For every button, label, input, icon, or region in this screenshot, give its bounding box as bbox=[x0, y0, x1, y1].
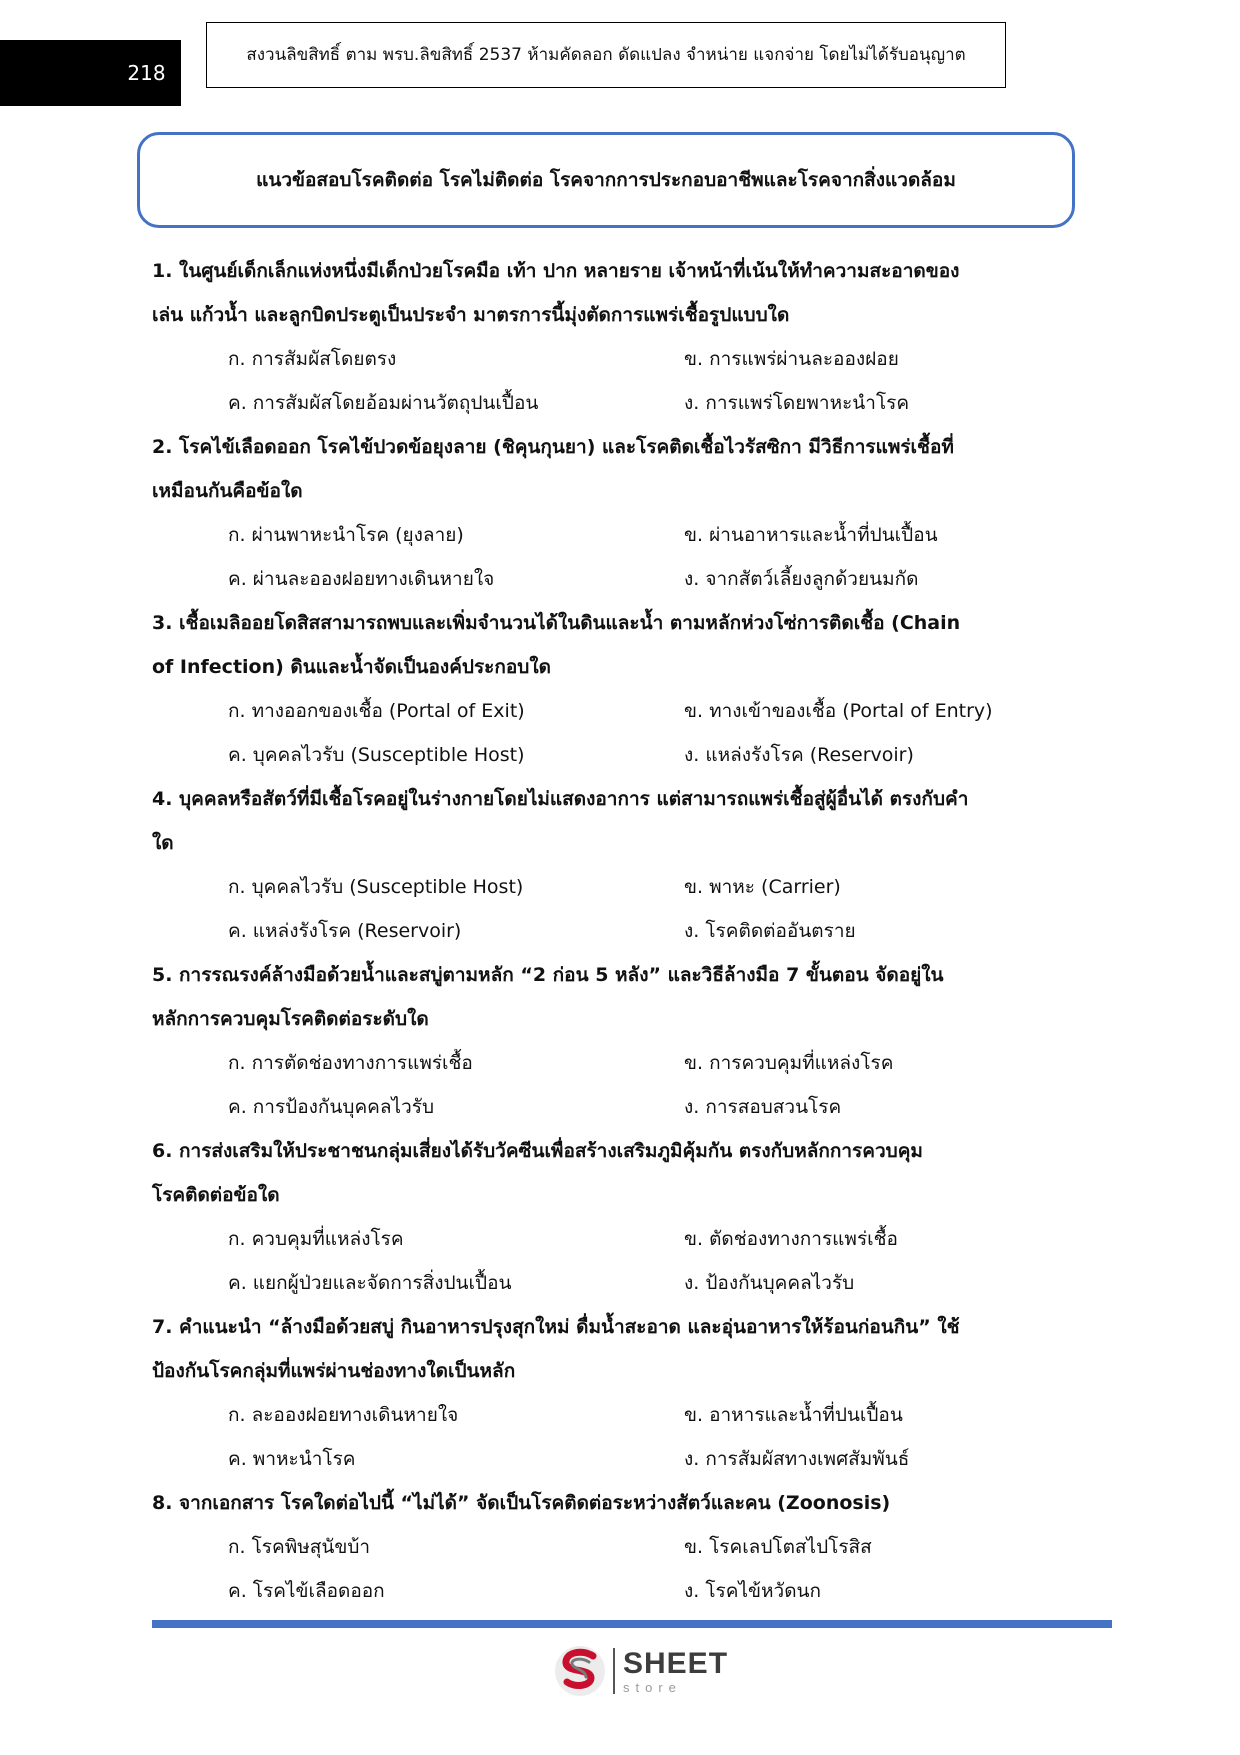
question-text-line: ใด bbox=[152, 832, 174, 854]
answer-choice: ค. ผ่านละอองฝอยทางเดินหายใจ bbox=[228, 568, 495, 590]
question-text-line: 2. โรคไข้เลือดออก โรคไข้ปวดข้อยุงลาย (ชิคุนกุนยา) และโรคติดเชื้อไวรัสซิกา มีวิธีการแพร่เชื้อที่ bbox=[152, 436, 954, 458]
answer-choice: ค. แยกผู้ป่วยและจัดการสิ่งปนเปื้อน bbox=[228, 1272, 512, 1294]
answer-choice: ก. ละอองฝอยทางเดินหายใจ bbox=[228, 1404, 459, 1426]
question-text-line: ป้องกันโรคกลุ่มที่แพร่ผ่านช่องทางใดเป็นหลัก bbox=[152, 1360, 516, 1382]
answer-choice: ก. การตัดช่องทางการแพร่เชื้อ bbox=[228, 1052, 473, 1074]
footer-divider bbox=[152, 1620, 1112, 1628]
question-text-line: เล่น แก้วน้ำ และลูกบิดประตูเป็นประจำ มาตรการนี้มุ่งตัดการแพร่เชื้อรูปแบบใด bbox=[152, 304, 790, 326]
question-text-line: หลักการควบคุมโรคติดต่อระดับใด bbox=[152, 1008, 429, 1030]
answer-choice: ค. บุคคลไวรับ (Susceptible Host) bbox=[228, 744, 525, 766]
question-text-line: 4. บุคคลหรือสัตว์ที่มีเชื้อโรคอยู่ในร่างกายโดยไม่แสดงอาการ แต่สามารถแพร่เชื้อสู่ผู้อื่นได้ ตรงกับคำ bbox=[152, 788, 969, 810]
answer-choice: ง. จากสัตว์เลี้ยงลูกด้วยนมกัด bbox=[684, 568, 919, 590]
answer-choice: ค. การป้องกันบุคคลไวรับ bbox=[228, 1096, 435, 1118]
question-block bbox=[152, 425, 1072, 601]
answer-choice: ง. การสัมผัสทางเพศสัมพันธ์ bbox=[684, 1448, 910, 1470]
question-text-line: เหมือนกันคือข้อใด bbox=[152, 480, 303, 502]
logo-divider bbox=[613, 1648, 615, 1694]
question-block bbox=[152, 601, 1072, 777]
answer-choice: ง. การสอบสวนโรค bbox=[684, 1096, 842, 1118]
logo-text bbox=[623, 1646, 729, 1695]
answer-choice: ข. ตัดช่องทางการแพร่เชื้อ bbox=[684, 1228, 898, 1250]
logo-subtitle: store bbox=[623, 1679, 682, 1695]
answer-choice: ก. โรคพิษสุนัขบ้า bbox=[228, 1536, 371, 1558]
answer-choice: ค. แหล่งรังโรค (Reservoir) bbox=[228, 920, 462, 942]
answer-choice: ก. ผ่านพาหะนำโรค (ยุงลาย) bbox=[228, 524, 464, 546]
answer-choices bbox=[152, 1217, 1072, 1305]
answer-choice: ข. การแพร่ผ่านละอองฝอย bbox=[684, 348, 899, 370]
answer-choice: ค. การสัมผัสโดยอ้อมผ่านวัตถุปนเปื้อน bbox=[228, 392, 539, 414]
answer-choice: ค. พาหะนำโรค bbox=[228, 1448, 356, 1470]
copyright-notice: สงวนลิขสิทธิ์ ตาม พรบ.ลิขสิทธิ์ 2537 ห้ามคัดลอก ดัดแปลง จำหน่าย แจกจ่าย โดยไม่ได้รับอนุญาต bbox=[206, 22, 1006, 88]
answer-choices bbox=[152, 337, 1072, 425]
answer-choices bbox=[152, 513, 1072, 601]
answer-choice: ก. ควบคุมที่แหล่งโรค bbox=[228, 1228, 404, 1250]
answer-choice: ก. การสัมผัสโดยตรง bbox=[228, 348, 397, 370]
question-block bbox=[152, 1305, 1072, 1481]
section-title: แนวข้อสอบโรคติดต่อ โรคไม่ติดต่อ โรคจากการประกอบอาชีพและโรคจากสิ่งแวดล้อม bbox=[256, 169, 956, 191]
page-number: 218 bbox=[127, 61, 166, 85]
answer-choice: ข. พาหะ (Carrier) bbox=[684, 876, 841, 898]
answer-choice: ก. ทางออกของเชื้อ (Portal of Exit) bbox=[228, 700, 525, 722]
answer-choices bbox=[152, 1393, 1072, 1481]
answer-choice: ง. การแพร่โดยพาหะนำโรค bbox=[684, 392, 910, 414]
question-block bbox=[152, 953, 1072, 1129]
question-text-line: 7. คำแนะนำ “ล้างมือด้วยสบู่ กินอาหารปรุงสุกใหม่ ดื่มน้ำสะอาด และอุ่นอาหารให้ร้อนก่อนกิน” ใช้ bbox=[152, 1316, 960, 1338]
answer-choices bbox=[152, 865, 1072, 953]
question-text-line: 3. เชื้อเมลิออยโดสิสสามารถพบและเพิ่มจำนวนได้ในดินและน้ำ ตามหลักห่วงโซ่การติดเชื้อ (Chain bbox=[152, 612, 961, 634]
question-text-line: โรคติดต่อข้อใด bbox=[152, 1184, 280, 1206]
answer-choice: ข. ทางเข้าของเชื้อ (Portal of Entry) bbox=[684, 700, 993, 722]
sheet-store-logo bbox=[553, 1643, 728, 1699]
answer-choice: ง. โรคติดต่ออันตราย bbox=[684, 920, 856, 942]
logo-word: SHEET bbox=[623, 1646, 729, 1680]
page-number-box bbox=[0, 40, 181, 106]
answer-choice: ง. แหล่งรังโรค (Reservoir) bbox=[684, 744, 914, 766]
question-text-line: 8. จากเอกสาร โรคใดต่อไปนี้ “ไม่ได้” จัดเป็นโรคติดต่อระหว่างสัตว์และคน (Zoonosis) bbox=[152, 1492, 891, 1514]
question-block bbox=[152, 1481, 1072, 1613]
answer-choice: ง. โรคไข้หวัดนก bbox=[684, 1580, 822, 1602]
section-title-box bbox=[137, 132, 1075, 228]
answer-choice: ก. บุคคลไวรับ (Susceptible Host) bbox=[228, 876, 524, 898]
question-text-line: 6. การส่งเสริมให้ประชาชนกลุ่มเสี่ยงได้รับวัคซีนเพื่อสร้างเสริมภูมิคุ้มกัน ตรงกับหลักการควบคุม bbox=[152, 1140, 923, 1162]
answer-choice: ง. ป้องกันบุคคลไวรับ bbox=[684, 1272, 855, 1294]
answer-choice: ค. โรคไข้เลือดออก bbox=[228, 1580, 385, 1602]
sheet-store-s-logo-icon bbox=[553, 1644, 607, 1698]
answer-choice: ข. ผ่านอาหารและน้ำที่ปนเปื้อน bbox=[684, 524, 938, 546]
question-block bbox=[152, 249, 1072, 425]
question-text-line: 5. การรณรงค์ล้างมือด้วยน้ำและสบู่ตามหลัก “2 ก่อน 5 หลัง” และวิธีล้างมือ 7 ขั้นตอน จัดอยู่ใน bbox=[152, 964, 944, 986]
question-text-line: 1. ในศูนย์เด็กเล็กแห่งหนึ่งมีเด็กป่วยโรคมือ เท้า ปาก หลายราย เจ้าหน้าที่เน้นให้ทำความสะอาดของ bbox=[152, 260, 960, 282]
answer-choices bbox=[152, 1041, 1072, 1129]
answer-choices bbox=[152, 1525, 1072, 1613]
answer-choice: ข. โรคเลปโตสไปโรสิส bbox=[684, 1536, 872, 1558]
question-block bbox=[152, 1129, 1072, 1305]
answer-choice: ข. การควบคุมที่แหล่งโรค bbox=[684, 1052, 894, 1074]
question-text-line: of Infection) ดินและน้ำจัดเป็นองค์ประกอบใด bbox=[152, 656, 551, 678]
answer-choices bbox=[152, 689, 1072, 777]
answer-choice: ข. อาหารและน้ำที่ปนเปื้อน bbox=[684, 1404, 903, 1426]
question-block bbox=[152, 777, 1072, 953]
question-list bbox=[152, 249, 1072, 1613]
